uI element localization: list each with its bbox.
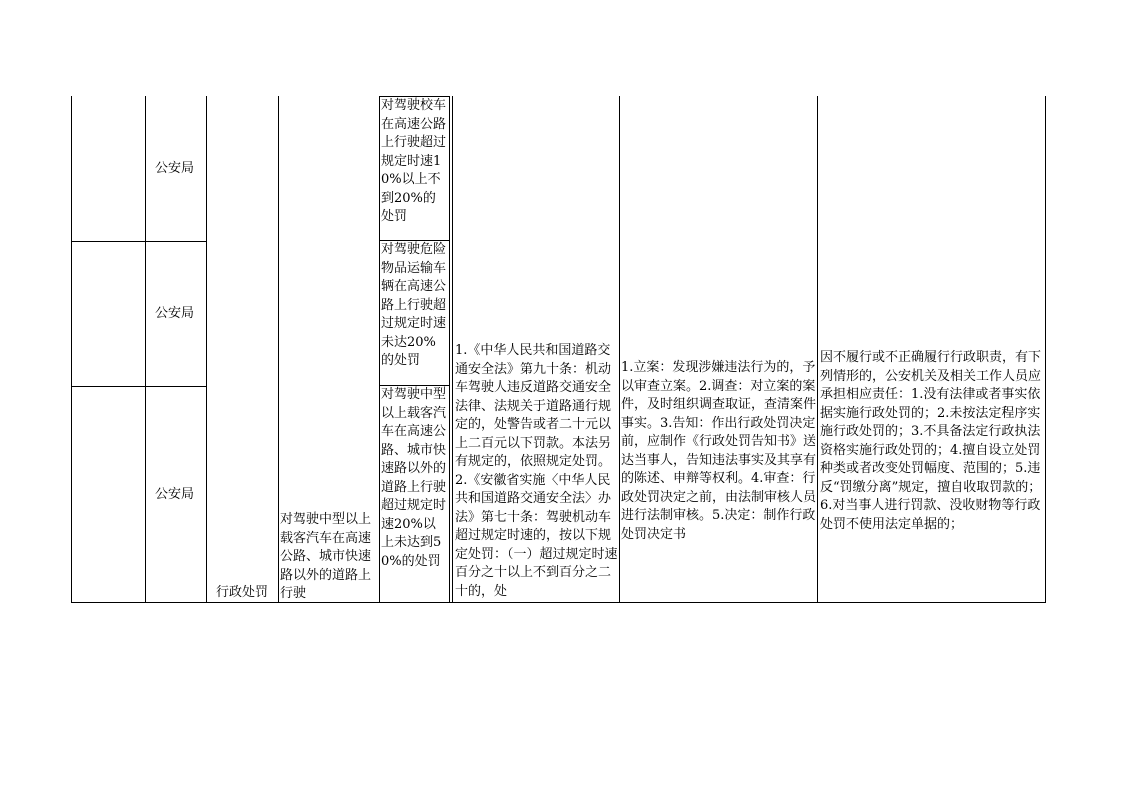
- item-box: [379, 96, 450, 241]
- category-cell: [207, 584, 278, 602]
- basis-cell: [455, 342, 618, 602]
- liability-cell: [820, 349, 1043, 602]
- grid-line: [619, 96, 620, 603]
- grid-line: [206, 96, 207, 603]
- item-text: 对驾驶校车在高速公路上行驶超过规定时速10%以上不到20%的处罚: [381, 98, 447, 224]
- department-label: 公安局: [155, 306, 195, 321]
- department-cell: [146, 242, 206, 386]
- item-box: [379, 385, 450, 603]
- grid-line: [452, 96, 453, 603]
- grid-line: [817, 96, 818, 603]
- process-cell: [621, 359, 816, 602]
- merged-item-text: 对驾驶中型以上载客汽车在高速公路、城市快速路以外的道路上行驶: [280, 512, 372, 601]
- merged-item-cell: [280, 511, 372, 602]
- item-text: 对驾驶危险物品运输车辆在高速公路上行驶超过规定时速未达20%的处罚: [381, 242, 447, 368]
- process-text: 1.立案：发现涉嫌违法行为的，予以审查立案。2.调查：对立案的案件，及时组织调查取证，查清案件事实。3.告知：作出行政处罚决定前，应制作《行政处罚告知书》送达当事人，告知违法事实及其享有的陈述、申辩等权利。4.审查：行政处罚决定之前，由法制审核人员进行法制审核。5.决定：制作行政处罚决定书: [621, 360, 816, 542]
- item-box: [379, 240, 450, 386]
- department-label: 公安局: [155, 161, 195, 176]
- grid-line: [1045, 96, 1046, 603]
- basis-text: 1.《中华人民共和国道路交通安全法》第九十条：机动车驾驶人违反道路交通安全法律、法规关于道路通行规定的，处警告或者二十元以上二百元以下罚款。本法另有规定的，依照规定处罚。2.《安徽省实施〈中华人民共和国道路交通安全法〉办法》第七十条：驾驶机动车超过规定时速的，按以下规定处罚：（一）超过规定时速百分之十以上不到百分之二十的，处: [455, 343, 618, 599]
- department-cell: [146, 97, 206, 241]
- grid-line: [71, 602, 1046, 603]
- category-label: 行政处罚: [216, 585, 269, 600]
- grid-line: [71, 96, 72, 603]
- department-cell: [146, 387, 206, 602]
- liability-text: 因不履行或不正确履行行政职责，有下列情形的，公安机关及相关工作人员应承担相应责任：1.没有法律或者事实依据实施行政处罚的；2.未按法定程序实施行政处罚的；3.不具备法定行政执法资格实施行政处罚的；4.擅自设立处罚种类或者改变处罚幅度、范围的；5.违反“罚缴分离”规定，擅自收取罚款的；6.对当事人进行罚款、没收财物等行政处罚不使用法定单据的；: [820, 350, 1042, 532]
- department-label: 公安局: [155, 486, 195, 502]
- item-text: 对驾驶中型以上载客汽车在高速公路、城市快速路以外的道路上行驶超过规定时速20%以上未达到50%的处罚: [381, 387, 447, 569]
- grid-line: [278, 96, 279, 603]
